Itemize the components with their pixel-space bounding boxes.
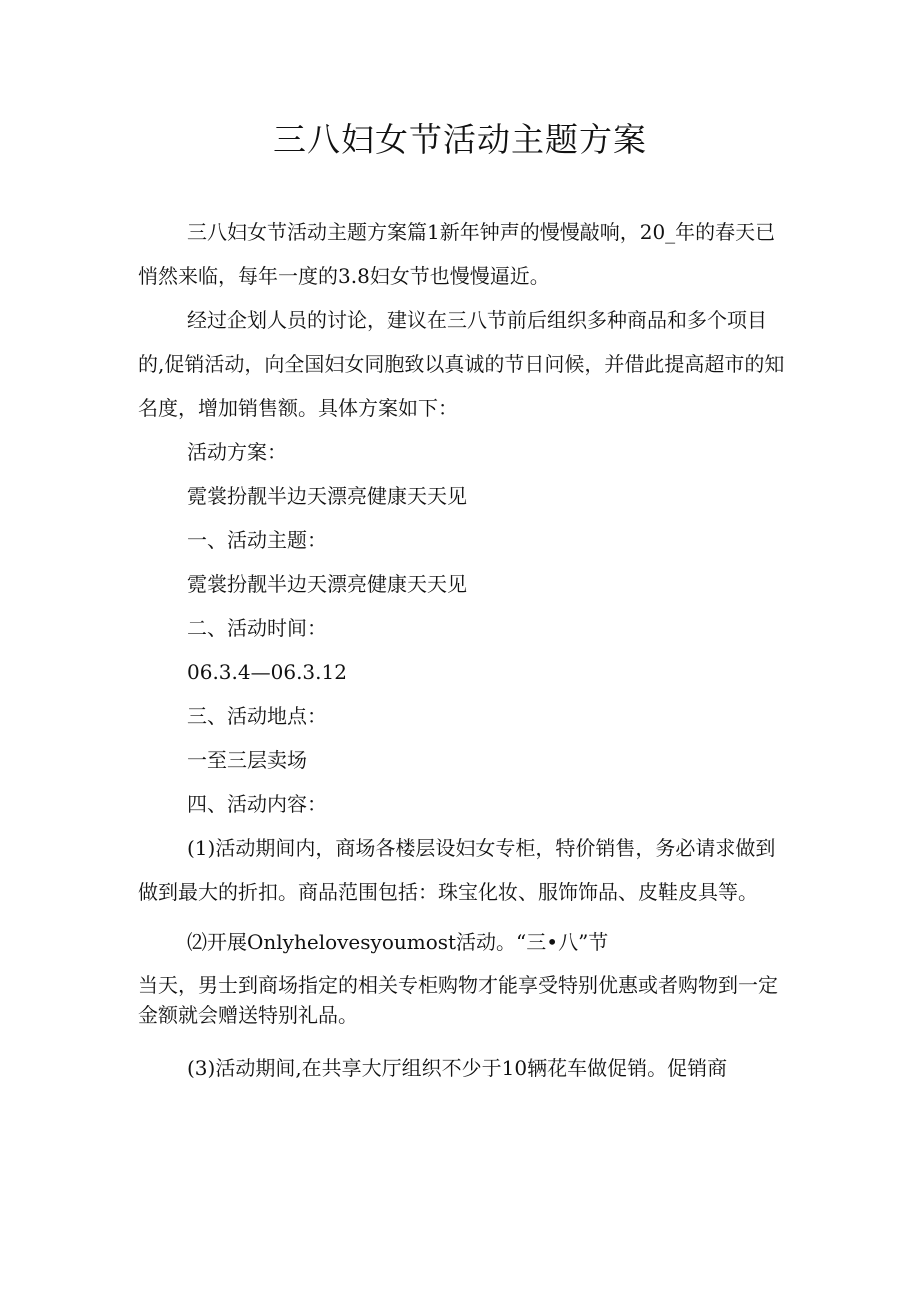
- activity-item-3: (3)活动期间,在共享大厅组织不少于10辆花车做促销。促销商: [187, 1056, 728, 1080]
- section-theme-heading: 一、活动主题：: [187, 528, 327, 552]
- activity-item-2-continuation: 当天，男士到商场指定的相关专柜购物才能享受特别优惠或者购物到一定金额就会赠送特别礼品。: [138, 973, 778, 1027]
- document-body: [138, 210, 788, 1090]
- activity-item-2-first-line: ⑵开展Onlyhelovesyoumost活动。“三•八”节: [187, 930, 609, 954]
- paragraph-slogan: 霓裳扮靓半边天漂亮健康天天见: [187, 484, 467, 508]
- paragraph-plan-label: 活动方案：: [187, 440, 287, 464]
- activity-item-1: (1)活动期间内，商场各楼层设妇女专柜，特价销售，务必请求做到做到最大的折扣。商品范围包括：珠宝化妆、服饰饰品、皮鞋皮具等。: [138, 836, 776, 904]
- spacer: [138, 1030, 788, 1046]
- paragraph-planning: 经过企划人员的讨论，建议在三八节前后组织多种商品和多个项目的,促销活动，向全国妇女同胞致以真诚的节日问候，并借此提高超市的知名度，增加销售额。具体方案如下：: [138, 308, 785, 420]
- section-location-content: 一至三层卖场: [187, 748, 307, 772]
- section-time-content: 06.3.4—06.3.12: [187, 660, 347, 684]
- document-title: 三八妇女节活动主题方案: [273, 120, 647, 159]
- paragraph-intro: 三八妇女节活动主题方案篇1新年钟声的慢慢敲响，20_年的春天已悄然来临，每年一度的3.8妇女节也慢慢逼近。: [138, 220, 776, 288]
- section-content-heading: 四、活动内容：: [187, 792, 327, 816]
- section-time-heading: 二、活动时间：: [187, 616, 327, 640]
- section-theme-content: 霓裳扮靓半边天漂亮健康天天见: [187, 572, 467, 596]
- section-location-heading: 三、活动地点：: [187, 704, 327, 728]
